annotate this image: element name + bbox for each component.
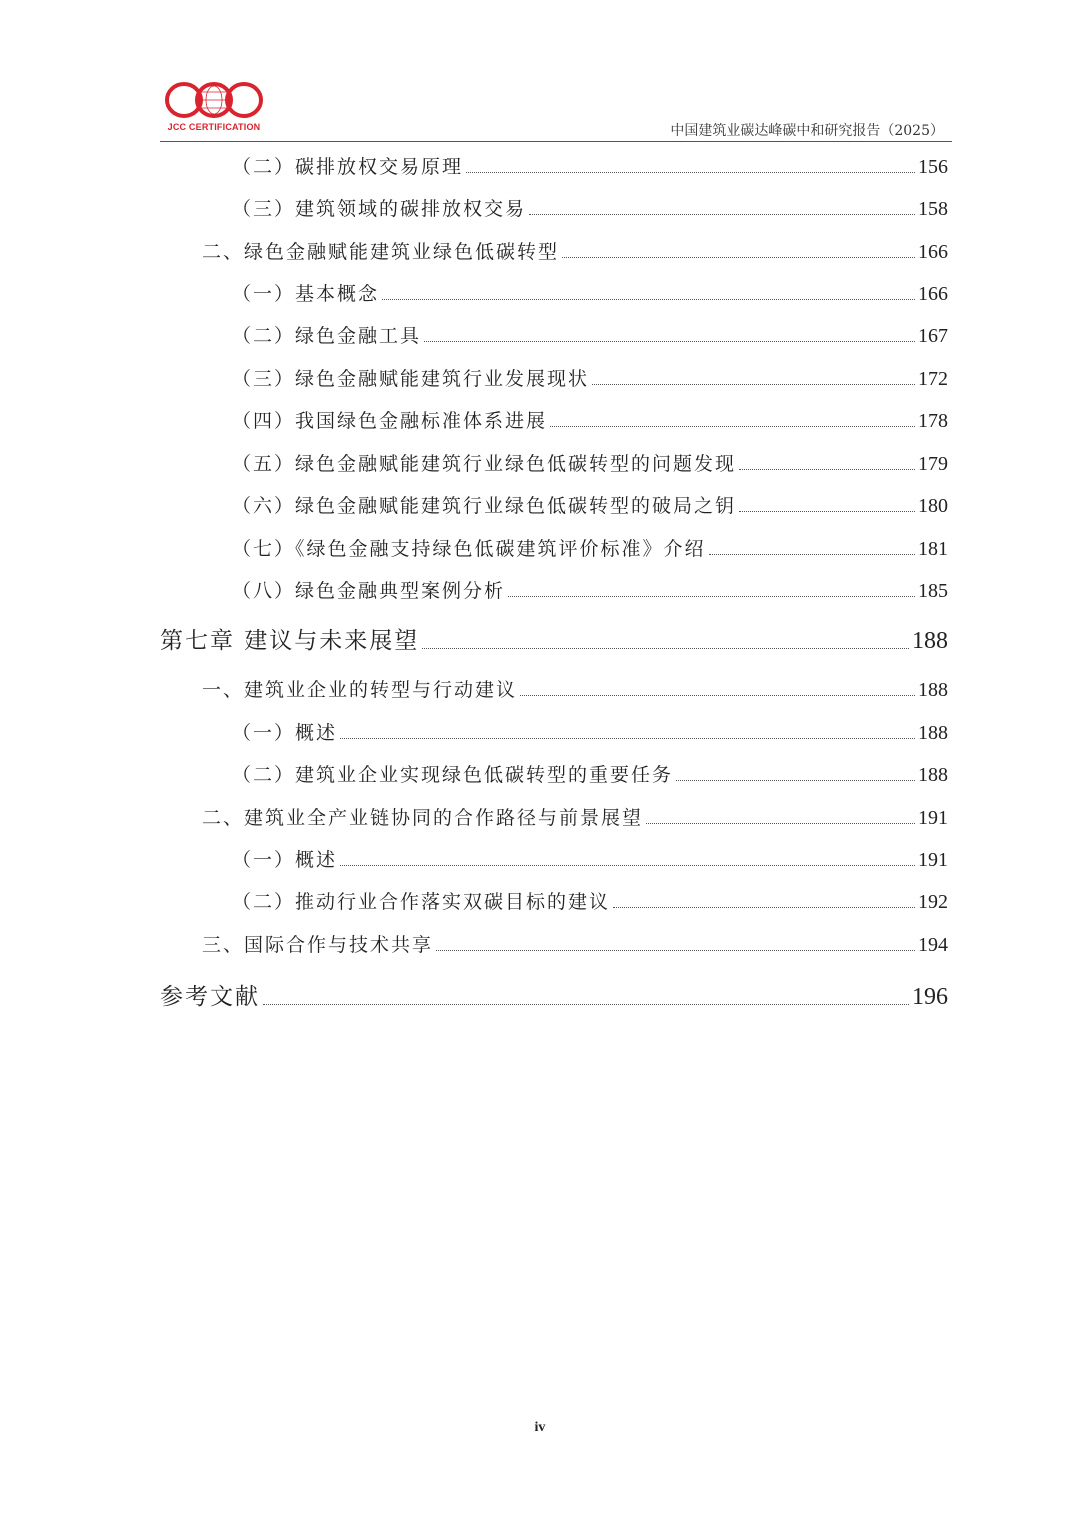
toc-entry-title: （二）碳排放权交易原理 xyxy=(232,156,464,178)
toc-entry-page: 180 xyxy=(918,495,948,517)
toc-entry-page: 166 xyxy=(918,241,948,263)
toc-entry-title: （五）绿色金融赋能建筑行业绿色低碳转型的问题发现 xyxy=(232,453,737,475)
toc-entry[interactable] xyxy=(160,449,948,476)
toc-entry-page: 185 xyxy=(918,580,948,602)
toc-leader-dots xyxy=(613,906,915,908)
toc-entry[interactable] xyxy=(160,534,948,561)
toc-entry-page: 179 xyxy=(918,453,948,475)
toc-entry-title: （二）绿色金融工具 xyxy=(232,325,422,347)
toc-entry-title: 二、绿色金融赋能建筑业绿色低碳转型 xyxy=(202,241,560,263)
toc-leader-dots xyxy=(592,383,915,385)
toc-entry-title: （二）建筑业企业实现绿色低碳转型的重要任务 xyxy=(232,764,674,786)
toc-entry[interactable] xyxy=(160,194,948,221)
toc-entry-page: 178 xyxy=(918,410,948,432)
toc-entry-title: （四）我国绿色金融标准体系进展 xyxy=(232,410,548,432)
toc-entry[interactable] xyxy=(160,718,948,745)
toc-entry-page: 156 xyxy=(918,156,948,178)
toc-leader-dots xyxy=(676,779,915,781)
toc-leader-dots xyxy=(436,949,915,951)
jcc-logo-rings-icon xyxy=(164,78,264,122)
page-number: iv xyxy=(534,1420,546,1435)
jcc-logo xyxy=(164,78,264,138)
toc-leader-dots xyxy=(340,737,915,739)
toc-entry[interactable] xyxy=(160,845,948,872)
toc-entry-page: 194 xyxy=(918,934,948,956)
toc-entry-page: 188 xyxy=(918,679,948,701)
toc-leader-dots xyxy=(263,1003,909,1005)
toc-entry-title: （一）基本概念 xyxy=(232,283,380,305)
toc-entry-title: （二）推动行业合作落实双碳目标的建议 xyxy=(232,891,611,913)
toc-entry-title: （三）绿色金融赋能建筑行业发展现状 xyxy=(232,368,590,390)
toc-entry[interactable] xyxy=(160,279,948,306)
toc-entry-page: 192 xyxy=(918,891,948,913)
toc-leader-dots xyxy=(529,213,915,215)
toc-entry-page: 188 xyxy=(918,722,948,744)
toc-leader-dots xyxy=(550,425,915,427)
toc-entry-title: （七）《绿色金融支持绿色低碳建筑评价标准》介绍 xyxy=(232,538,706,560)
toc-entry[interactable] xyxy=(160,237,948,264)
toc-leader-dots xyxy=(466,171,915,173)
toc-entry-page: 188 xyxy=(912,628,948,654)
toc-entry[interactable] xyxy=(160,152,948,179)
toc-entry-page: 158 xyxy=(918,198,948,220)
toc-entry-page: 167 xyxy=(918,325,948,347)
toc-entry[interactable] xyxy=(160,930,948,957)
toc-leader-dots xyxy=(422,647,909,649)
toc-entry[interactable] xyxy=(160,803,948,830)
toc-entry[interactable] xyxy=(160,887,948,914)
toc-entry-title: 三、国际合作与技术共享 xyxy=(202,934,434,956)
toc-entry-page: 191 xyxy=(918,849,948,871)
toc-entry-page: 181 xyxy=(918,538,948,560)
toc-leader-dots xyxy=(424,340,915,342)
toc-leader-dots xyxy=(739,468,915,470)
toc-entry-title: （六）绿色金融赋能建筑行业绿色低碳转型的破局之钥 xyxy=(232,495,737,517)
toc-leader-dots xyxy=(520,694,915,696)
toc-leader-dots xyxy=(739,510,915,512)
toc-entry-title: 参考文献 xyxy=(160,984,260,1010)
toc-entry-page: 188 xyxy=(918,764,948,786)
logo-text: JCC CERTIFICATION xyxy=(167,122,261,132)
toc-entry-title: （八）绿色金融典型案例分析 xyxy=(232,580,506,602)
toc-entry-title: （一）概述 xyxy=(232,849,338,871)
toc-entry[interactable] xyxy=(160,978,948,1011)
toc-entry-title: （三）建筑领域的碳排放权交易 xyxy=(232,198,527,220)
toc-entry-title: （一）概述 xyxy=(232,722,338,744)
toc-entry-page: 172 xyxy=(918,368,948,390)
toc-entry[interactable] xyxy=(160,760,948,787)
header-rule xyxy=(160,141,952,142)
toc-entry-page: 191 xyxy=(918,807,948,829)
toc-entry[interactable] xyxy=(160,675,948,702)
toc-leader-dots xyxy=(508,595,915,597)
toc-entry-page: 196 xyxy=(912,984,948,1010)
toc-leader-dots xyxy=(709,553,915,555)
running-title: 中国建筑业碳达峰碳中和研究报告（2025） xyxy=(670,123,944,139)
toc-leader-dots xyxy=(382,298,915,300)
toc-entry-title: 二、建筑业全产业链协同的合作路径与前景展望 xyxy=(202,807,644,829)
toc-entry[interactable] xyxy=(160,364,948,391)
toc-entry[interactable] xyxy=(160,576,948,603)
toc-leader-dots xyxy=(646,822,915,824)
toc-entry[interactable] xyxy=(160,491,948,518)
toc-entry[interactable] xyxy=(160,622,948,655)
toc-leader-dots xyxy=(562,256,915,258)
toc-entry-title: 一、建筑业企业的转型与行动建议 xyxy=(202,679,518,701)
toc-entry-title: 第七章 建议与未来展望 xyxy=(160,628,420,654)
toc-entry-page: 166 xyxy=(918,283,948,305)
toc-entry[interactable] xyxy=(160,406,948,433)
toc-leader-dots xyxy=(340,864,915,866)
toc-entry[interactable] xyxy=(160,321,948,348)
